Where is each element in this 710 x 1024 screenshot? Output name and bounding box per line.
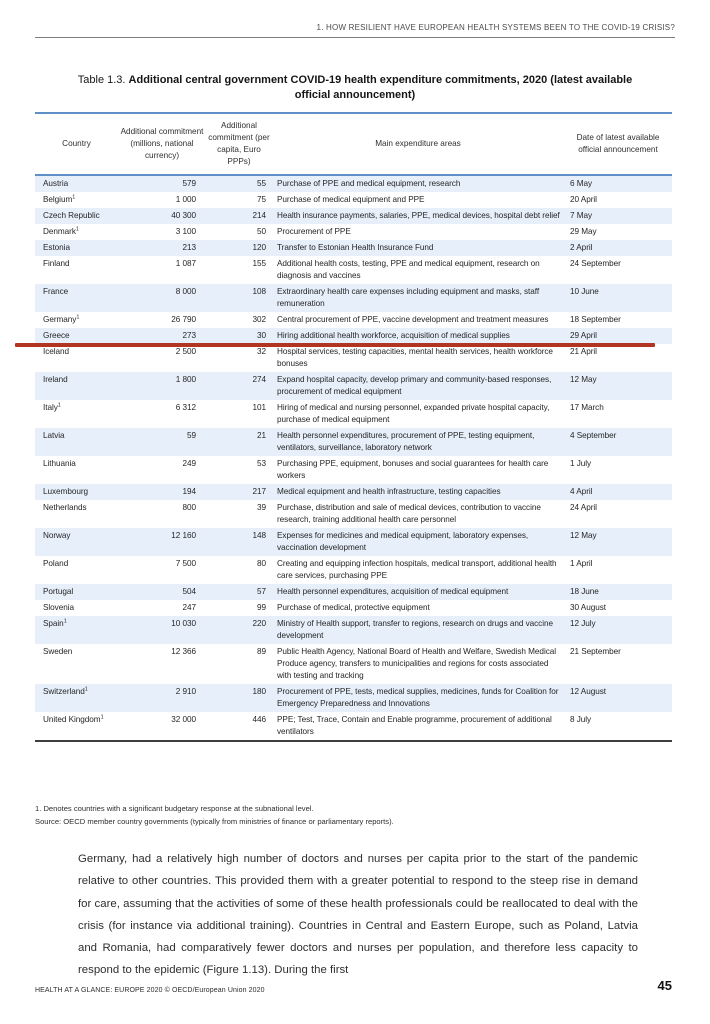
table-1-3 [35, 112, 672, 742]
table-row [35, 344, 672, 372]
cell-country: Denmark$^1$ [43, 226, 79, 236]
table-row [35, 484, 672, 500]
column-header-date: Date of latest available official announcement [564, 113, 672, 175]
table-row [35, 400, 672, 428]
cell-millions: 12 366 [171, 647, 196, 656]
table-row [35, 240, 672, 256]
cell-country: Netherlands [43, 503, 87, 512]
column-header-country: Country [35, 113, 118, 175]
cell-millions: 504 [118, 584, 206, 600]
cell-millions: 8 000 [118, 284, 206, 312]
cell-areas: PPE; Test, Trace, Contain and Enable programme, procurement of additional ventilators [277, 715, 552, 736]
cell-per-capita: 220 [206, 616, 272, 644]
cell-date: 29 April [564, 328, 672, 344]
cell-per-capita: 155 [252, 259, 266, 268]
cell-per-capita: 32 [256, 347, 266, 356]
annotation-red-underline [15, 343, 655, 347]
cell-per-capita: 30 [206, 328, 272, 344]
cell-per-capita: 39 [256, 503, 266, 512]
cell-per-capita: 180 [206, 684, 272, 712]
cell-country: Italy$^1$ [43, 402, 61, 412]
cell-millions: 10 030 [118, 616, 206, 644]
cell-date: 21 September [570, 647, 621, 656]
cell-areas: Purchase of PPE and medical equipment, research [272, 175, 564, 192]
body-paragraph: Germany, had a relatively high number of doctors and nurses per capita prior to the start of the pandemic relative to other countries. This provided them with a greater potential to respond to the steep rise in demand for care, assuming that the activities of some of these health professionals could be reallocated to deal with the crisis (for instance via additional training). Countries in Central and Eastern Europe, such as Poland, Latvia and Romania, had comparatively fewer doctors and nurses per population, and therefore less capacity to respond to the epidemic (Figure 1.13). During the first [78, 853, 638, 977]
cell-areas: Transfer to Estonian Health Insurance Fund [272, 240, 564, 256]
cell-per-capita: 57 [206, 584, 272, 600]
running-head: 1. HOW RESILIENT HAVE EUROPEAN HEALTH SYSTEMS BEEN TO THE COVID-19 CRISIS? [35, 23, 675, 38]
cell-date: 21 April [570, 347, 597, 356]
cell-date: 2 April [564, 240, 672, 256]
commitments-table [35, 112, 672, 742]
cell-country: Czech Republic [35, 208, 118, 224]
footer-citation: HEALTH AT A GLANCE: EUROPE 2020 © OECD/European Union 2020 [35, 987, 265, 994]
page-number: 45 [657, 978, 672, 993]
table-row [35, 528, 672, 556]
footnote-marker: 1 [100, 714, 104, 721]
footnote-marker: 1 [72, 194, 76, 201]
cell-country: Latvia [35, 428, 118, 456]
footnote-marker: 1 [57, 402, 61, 409]
cell-country: Ireland [35, 372, 118, 400]
cell-country: Finland [43, 259, 70, 268]
cell-country: Luxembourg [35, 484, 118, 500]
cell-date: 12 July [564, 616, 672, 644]
cell-country: Germany$^1$ [43, 314, 80, 324]
cell-date: 10 June [564, 284, 672, 312]
cell-country: Poland [43, 559, 69, 568]
cell-date: 12 May [564, 528, 672, 556]
cell-per-capita: 55 [206, 175, 272, 192]
table-row [35, 256, 672, 284]
table-caption [60, 73, 650, 103]
column-header-areas: Main expenditure areas [272, 113, 564, 175]
table-body [35, 175, 672, 741]
cell-per-capita: 75 [256, 195, 266, 204]
cell-millions: 59 [118, 428, 206, 456]
cell-date: 8 July [570, 715, 592, 724]
table-source: Source: OECD member country governments (typically from ministries of finance or parliamentary reports). [35, 817, 394, 826]
cell-millions: 579 [118, 175, 206, 192]
cell-areas: Purchasing PPE, equipment, bonuses and social guarantees for health care workers [277, 459, 549, 480]
cell-areas: Expand hospital capacity, develop primary and community-based responses, procurement of medical equipment [272, 372, 564, 400]
cell-country: Greece [35, 328, 118, 344]
cell-millions: 213 [118, 240, 206, 256]
cell-country: Lithuania [43, 459, 76, 468]
cell-country: Spain$^1$ [35, 616, 118, 644]
cell-areas: Purchase of medical equipment and PPE [277, 195, 425, 204]
cell-date: 4 April [564, 484, 672, 500]
cell-date: 17 March [570, 403, 604, 412]
cell-date: 18 September [570, 315, 621, 324]
cell-per-capita: 148 [206, 528, 272, 556]
cell-areas: Health insurance payments, salaries, PPE, medical devices, hospital debt relief [272, 208, 564, 224]
cell-date: 24 September [570, 259, 621, 268]
cell-millions: 26 790 [171, 315, 196, 324]
cell-date: 24 April [570, 503, 597, 512]
cell-country: Belgium$^1$ [43, 194, 76, 204]
footnote-marker: 1 [75, 226, 79, 233]
cell-areas: Procurement of PPE, tests, medical supplies, medicines, funds for Coalition for Emergency Preparedness and Innovations [272, 684, 564, 712]
table-row [35, 428, 672, 456]
table-row [35, 175, 672, 192]
cell-per-capita: 99 [256, 603, 266, 612]
table-row [35, 500, 672, 528]
cell-country: Iceland [43, 347, 70, 356]
cell-country: Austria [35, 175, 118, 192]
cell-areas: Public Health Agency, National Board of Health and Welfare, Swedish Medical Produce agency, transfers to municipalities and regions for costs associated with testing and tracking [277, 647, 557, 680]
cell-millions: 1 087 [175, 259, 196, 268]
cell-country: Slovenia [43, 603, 75, 612]
cell-country: Portugal [35, 584, 118, 600]
cell-per-capita: 120 [206, 240, 272, 256]
cell-date: 1 July [570, 459, 592, 468]
table-row [35, 684, 672, 712]
cell-millions: 1 800 [118, 372, 206, 400]
cell-date: 12 May [564, 372, 672, 400]
cell-per-capita: 217 [206, 484, 272, 500]
cell-millions: 6 312 [175, 403, 196, 412]
cell-date: 29 May [570, 227, 597, 236]
footnote-marker: 1 [84, 686, 88, 693]
cell-millions: 40 300 [118, 208, 206, 224]
cell-areas: Purchase, distribution and sale of medical devices, contribution to vaccine research, training additional health care personnel [277, 503, 541, 524]
table-row [35, 456, 672, 484]
cell-per-capita: 21 [206, 428, 272, 456]
cell-millions: 3 100 [175, 227, 196, 236]
cell-date: 6 May [564, 175, 672, 192]
cell-per-capita: 101 [252, 403, 266, 412]
cell-per-capita: 108 [206, 284, 272, 312]
cell-millions: 2 500 [175, 347, 196, 356]
cell-areas: Hiring additional health workforce, acquisition of medical supplies [272, 328, 564, 344]
cell-per-capita: 50 [256, 227, 266, 236]
cell-millions: 12 160 [118, 528, 206, 556]
cell-millions: 800 [182, 503, 196, 512]
cell-per-capita: 302 [252, 315, 266, 324]
cell-areas: Purchase of medical, protective equipment [277, 603, 430, 612]
column-header-per-capita: Additional commitment (per capita, Euro PPPs) [206, 113, 272, 175]
cell-millions: 247 [182, 603, 196, 612]
cell-date: 12 August [564, 684, 672, 712]
column-header-millions: Additional commitment (millions, national currency) [118, 113, 206, 175]
table-row [35, 556, 672, 584]
cell-country: Sweden [43, 647, 73, 656]
cell-areas: Hiring of medical and nursing personnel, expanded private hospital capacity, purchase of medical equipment [277, 403, 550, 424]
cell-per-capita: 446 [252, 715, 266, 724]
cell-areas: Health personnel expenditures, acquisition of medical equipment [272, 584, 564, 600]
cell-millions: 273 [118, 328, 206, 344]
cell-date: 20 April [570, 195, 597, 204]
table-row [35, 644, 672, 684]
cell-date: 4 September [564, 428, 672, 456]
cell-millions: 1 000 [175, 195, 196, 204]
table-row [35, 328, 672, 344]
cell-areas: Health personnel expenditures, procurement of PPE, testing equipment, ventilators, surveillance, laboratory network [272, 428, 564, 456]
table-footnote: 1. Denotes countries with a significant budgetary response at the subnational level. [35, 804, 314, 813]
cell-areas: Medical equipment and health infrastructure, testing capacities [272, 484, 564, 500]
cell-per-capita: 80 [256, 559, 266, 568]
table-caption-prefix: Table 1.3. [77, 74, 126, 86]
table-row [35, 372, 672, 400]
footnote-marker: 1 [63, 618, 67, 625]
cell-areas: Expenses for medicines and medical equipment, laboratory expenses, vaccination development [272, 528, 564, 556]
cell-per-capita: 214 [206, 208, 272, 224]
cell-millions: 2 910 [118, 684, 206, 712]
table-row [35, 600, 672, 616]
cell-areas: Creating and equipping infection hospitals, medical transport, additional health care services, purchasing PPE [277, 559, 557, 580]
footnote-marker: 1 [76, 314, 80, 321]
cell-per-capita: 274 [206, 372, 272, 400]
table-row [35, 584, 672, 600]
cell-millions: 194 [118, 484, 206, 500]
cell-date: 7 May [564, 208, 672, 224]
cell-date: 18 June [564, 584, 672, 600]
cell-country: Norway [35, 528, 118, 556]
cell-per-capita: 89 [256, 647, 266, 656]
table-row [35, 208, 672, 224]
table-row [35, 224, 672, 240]
cell-country: United Kingdom$^1$ [43, 714, 104, 724]
cell-per-capita: 53 [256, 459, 266, 468]
cell-areas: Ministry of Health support, transfer to regions, research on drugs and vaccine development [272, 616, 564, 644]
table-row [35, 192, 672, 208]
table-header [35, 113, 672, 175]
table-notes [35, 802, 655, 828]
cell-areas: Extraordinary health care expenses including equipment and masks, staff remuneration [272, 284, 564, 312]
cell-areas: Central procurement of PPE, vaccine development and treatment measures [277, 315, 549, 324]
cell-country: Switzerland$^1$ [35, 684, 118, 712]
cell-date: 30 August [570, 603, 606, 612]
table-row [35, 284, 672, 312]
cell-country: France [35, 284, 118, 312]
cell-areas: Hospital services, testing capacities, mental health services, health workforce bonuses [277, 347, 553, 368]
cell-country: Estonia [35, 240, 118, 256]
cell-date: 1 April [570, 559, 593, 568]
cell-millions: 7 500 [175, 559, 196, 568]
cell-areas: Additional health costs, testing, PPE and medical equipment, research on diagnosis and vaccines [277, 259, 540, 280]
cell-areas: Procurement of PPE [277, 227, 351, 236]
table-caption-title: Additional central government COVID-19 health expenditure commitments, 2020 (latest available official announcement) [128, 74, 633, 101]
table-row [35, 312, 672, 328]
table-row [35, 616, 672, 644]
table-row [35, 712, 672, 741]
cell-millions: 249 [182, 459, 196, 468]
cell-millions: 32 000 [171, 715, 196, 724]
